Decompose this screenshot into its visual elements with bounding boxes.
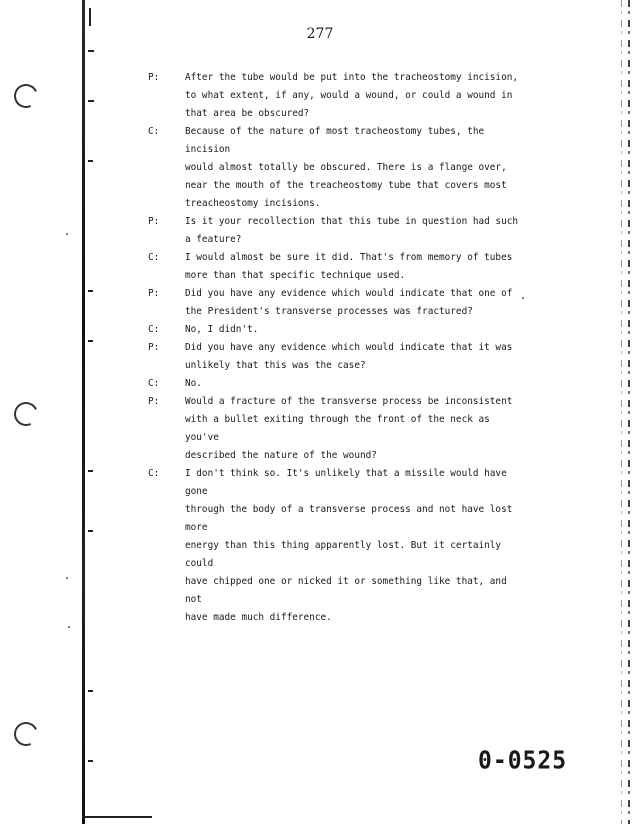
margin-mark	[89, 8, 91, 26]
margin-mark	[88, 340, 93, 342]
entry-text: After the tube would be put into the tracheostomy incision, to what extent, if any, would a wound, or could a wound in that area be obscured?	[185, 72, 519, 119]
speaker-label: P:	[148, 342, 160, 353]
transcript-entry	[148, 465, 528, 627]
entry-text: No, I didn't.	[185, 324, 259, 335]
speaker-label: P:	[148, 288, 160, 299]
speck	[68, 626, 70, 628]
transcript-entry	[148, 393, 528, 465]
punch-hole-bottom	[11, 719, 42, 750]
margin-mark	[88, 690, 93, 692]
speaker-label: P:	[148, 72, 160, 83]
margin-mark	[88, 100, 94, 102]
page-edge-shadow	[621, 0, 622, 824]
margin-mark	[88, 760, 93, 762]
entry-text: No.	[185, 378, 202, 389]
speck	[66, 577, 68, 579]
transcript-entry	[148, 339, 528, 375]
transcript-entry	[148, 123, 528, 213]
entry-text: Is it your recollection that this tube in question had such a feature?	[185, 216, 519, 245]
speaker-label: C:	[148, 252, 160, 263]
speaker-label: P:	[148, 216, 160, 227]
speaker-label: P:	[148, 396, 160, 407]
speck	[66, 233, 68, 235]
transcript-entry	[148, 375, 528, 393]
speaker-label: C:	[148, 378, 160, 389]
margin-mark	[88, 470, 93, 472]
transcript-entry	[148, 69, 528, 123]
speaker-label: C:	[148, 126, 160, 137]
punch-hole-top	[11, 81, 42, 112]
document-stamp-number: 0-0525	[478, 746, 568, 776]
entry-text: I would almost be sure it did. That's from memory of tubes more than that specific technique used.	[185, 252, 513, 281]
speaker-label: C:	[148, 468, 160, 479]
entry-text: I don't think so. It's unlikely that a missile would have gone through the body of a transverse process and not have lost more energy than this thing apparently lost. But it certainly could have chipped one or nicked it or something like that, and not have made much difference.	[185, 468, 513, 623]
transcript-entry	[148, 285, 528, 321]
entry-text: Did you have any evidence which would indicate that one of the President's transverse processes was fractured?	[185, 288, 513, 317]
transcript-entry	[148, 213, 528, 249]
margin-mark	[88, 160, 93, 162]
binder-bottom-line	[82, 816, 152, 818]
margin-mark	[88, 530, 93, 532]
entry-text: Would a fracture of the transverse process be inconsistent with a bullet exiting through the front of the neck as you've described the nature of the wound?	[185, 396, 513, 461]
entry-text: Did you have any evidence which would indicate that it was unlikely that this was the case?	[185, 342, 513, 371]
transcript-entry	[148, 249, 528, 285]
punch-hole-middle	[11, 399, 42, 430]
speaker-label: C:	[148, 324, 160, 335]
entry-text: Because of the nature of most tracheostomy tubes, the incision would almost totally be obscured. There is a flange over, near the mouth of the treacheostomy tube that covers most treacheostomy incisions.	[185, 126, 507, 209]
binder-margin-line	[82, 0, 85, 824]
transcript	[148, 69, 528, 627]
transcript-entry	[148, 321, 528, 339]
margin-mark	[88, 50, 94, 52]
page-number: 277	[306, 26, 334, 42]
margin-mark	[88, 290, 93, 292]
page-edge-shadow	[628, 0, 630, 824]
